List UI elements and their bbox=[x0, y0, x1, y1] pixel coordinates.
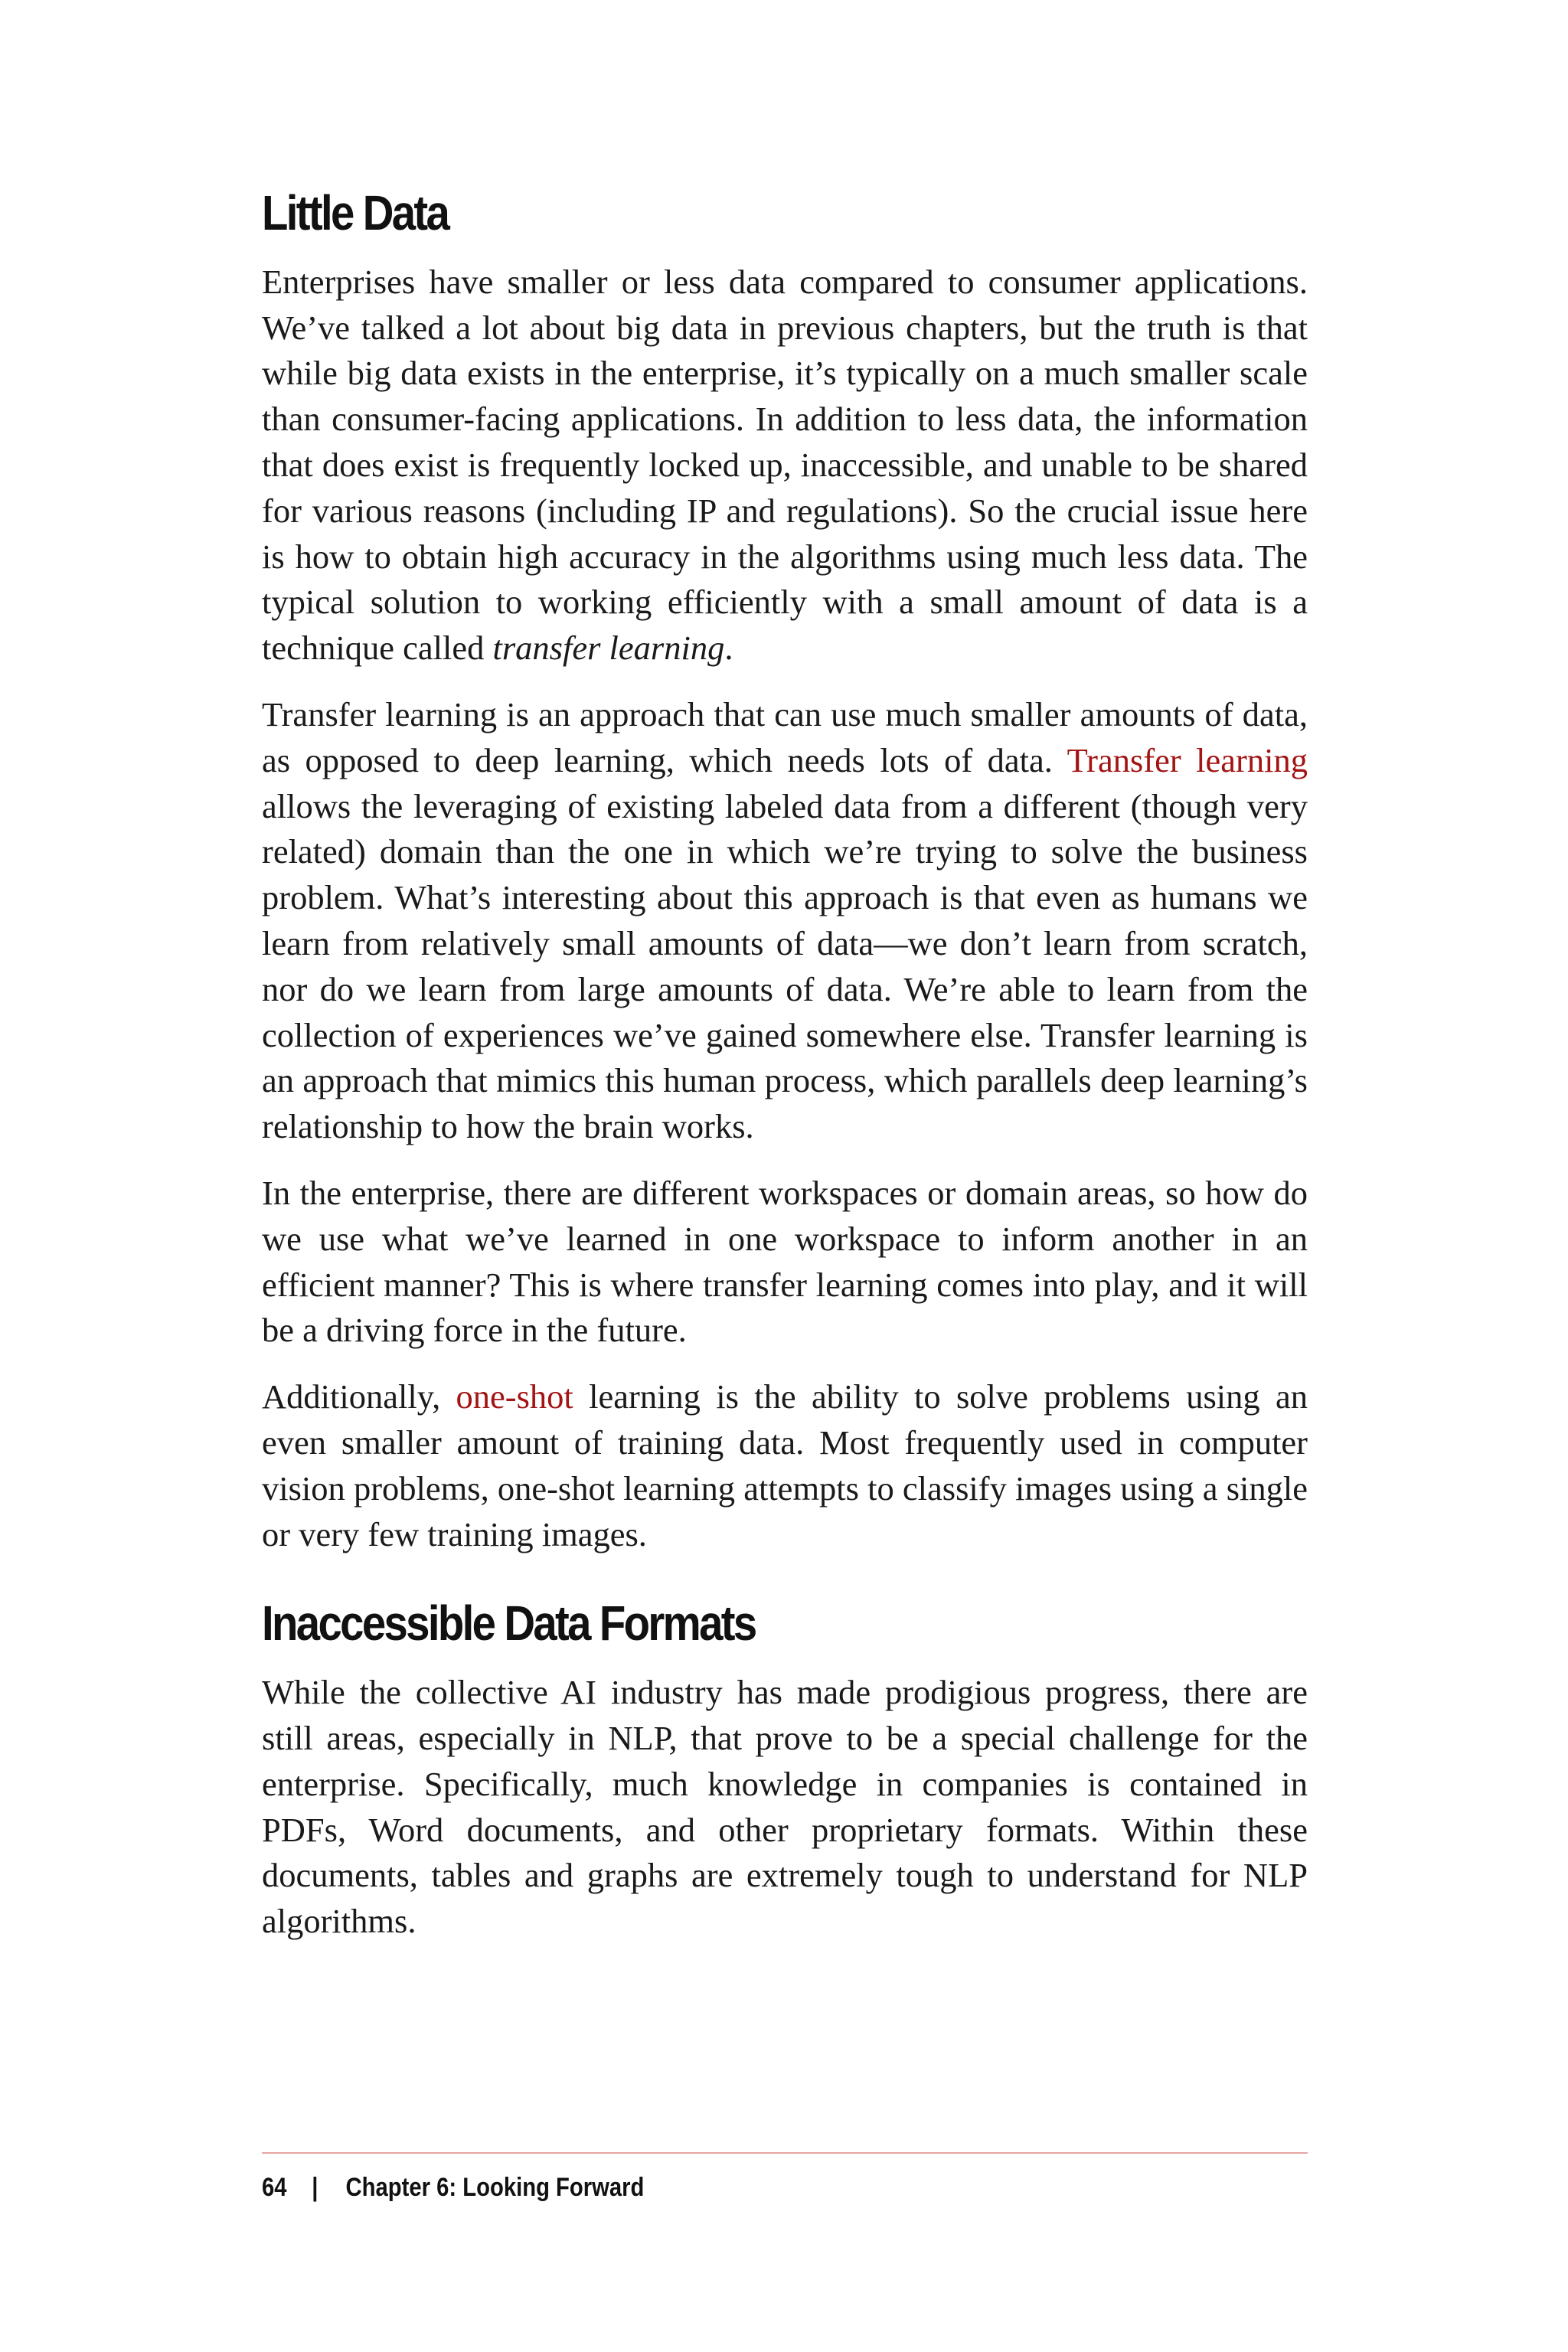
section-heading-little-data: Little Data bbox=[262, 185, 449, 240]
paragraph-little-data-intro bbox=[262, 260, 1308, 671]
chapter-title: Chapter 6: Looking Forward bbox=[345, 2172, 645, 2202]
footer-divider bbox=[262, 2152, 1308, 2154]
page-content bbox=[262, 184, 1308, 1965]
paragraph-text: Transfer learning is an approach that can use much smaller amounts of data, as opposed to deep learning, which needs lots of data. bbox=[262, 694, 1308, 779]
page-number: 64 bbox=[262, 2172, 287, 2202]
paragraph-enterprise-workspaces: In the enterprise, there are different workspaces or domain areas, so how do we use what we’ve learned in one workspace to inform another in an efficient manner? This is where transfer learning comes into play, and it will be a driving force in the future. bbox=[262, 1173, 1308, 1350]
paragraph-text: allows the leveraging of existing labeled data from a different (though very related) domain than the one in which we’re trying to solve the business problem. What’s interesting about this approach is that even as humans we learn from relatively small amounts of data—we don’t learn from scratch, nor do we learn from large amounts of data. We’re able to learn from the collection of experiences we’ve gained somewhere else. Transfer learning is an approach that mimics this human process, which parallels deep learning’s relationship to how the brain works. bbox=[262, 786, 1308, 1146]
section-heading-inaccessible-data-formats: Inaccessible Data Formats bbox=[262, 1596, 756, 1651]
paragraph-transfer-learning bbox=[262, 692, 1308, 1150]
emphasis-transfer-learning: transfer learning bbox=[492, 629, 725, 668]
link-one-shot[interactable]: one-shot bbox=[456, 1377, 573, 1416]
paragraph-text: learning is the ability to solve problems using an even smaller amount of training data. Most frequently used in computer vision problems, one-shot learning attempts to classify images using a single or very few training images. bbox=[262, 1377, 1308, 1553]
paragraph-one-shot bbox=[262, 1374, 1308, 1557]
paragraph-inaccessible-formats: While the collective AI industry has made prodigious progress, there are still areas, especially in NLP, that prove to be a special challenge for the enterprise. Specifically, much knowledge in companies is contained in PDFs, Word documents, and other proprietary formats. Within these documents, tables and graphs are extremely tough to understand for NLP algorithms. bbox=[262, 1673, 1308, 1941]
paragraph-text: Enterprises have smaller or less data compared to consumer applications. We’ve talked a lot about big data in previous chapters, but the truth is that while big data exists in the enterprise, it’s typically on a much smaller scale than consumer-facing applications. In addition to less data, the information that does exist is frequently locked up, inaccessible, and unable to be shared for various reasons (including IP and regulations). So the crucial issue here is how to obtain high accuracy in the algorithms using much less data. The typical solution to working efficiently with a small amount of data is a technique called bbox=[262, 262, 1308, 668]
link-transfer-learning[interactable]: Transfer learning bbox=[1067, 740, 1308, 779]
footer-separator: | bbox=[312, 2172, 318, 2202]
paragraph-text: Additionally, bbox=[262, 1377, 456, 1416]
page-footer bbox=[262, 2168, 644, 2207]
paragraph-text: . bbox=[724, 629, 733, 668]
